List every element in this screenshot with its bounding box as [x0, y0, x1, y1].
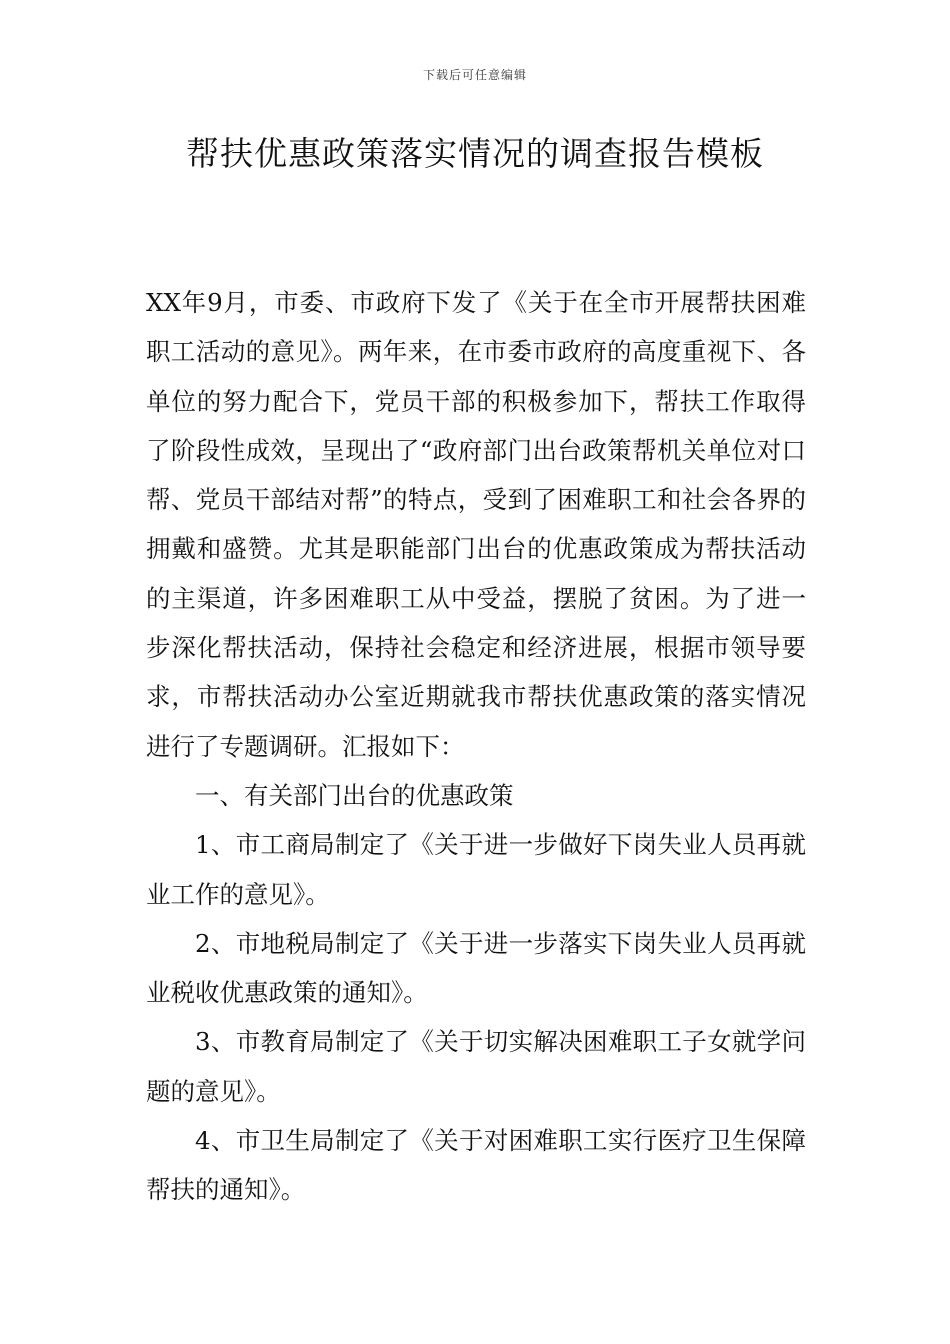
document-body	[146, 278, 806, 1215]
intro-paragraph: XX年9月，市委、市政府下发了《关于在全市开展帮扶困难职工活动的意见》。两年来，在市委市政府的高度重视下、各单位的努力配合下，党员干部的积极参加下，帮扶工作取得了阶段性成效，呈现出了“政府部门出台政策帮机关单位对口帮、党员干部结对帮”的特点，受到了困难职工和社会各界的拥戴和盛赞。尤其是职能部门出台的优惠政策成为帮扶活动的主渠道，许多困难职工从中受益，摆脱了贫困。为了进一步深化帮扶活动，保持社会稳定和经济进展，根据市领导要求，市帮扶活动办公室近期就我市帮扶优惠政策的落实情况进行了专题调研。汇报如下：	[146, 288, 806, 761]
policy-item-2: 2、市地税局制定了《关于进一步落实下岗失业人员再就业税收优惠政策的通知》。	[146, 928, 806, 1008]
document-title: 帮扶优惠政策落实情况的调查报告模板	[186, 134, 764, 173]
policy-item-1: 1、市工商局制定了《关于进一步做好下岗失业人员再就业工作的意见》。	[146, 830, 806, 909]
policy-item-3: 3、市教育局制定了《关于切实解决困难职工子女就学问题的意见》。	[146, 1027, 806, 1106]
section-heading: 一、有关部门出台的优惠政策	[195, 780, 514, 810]
header-note: 下载后可任意编辑	[422, 68, 527, 82]
policy-item-4: 4、市卫生局制定了《关于对困难职工实行医疗卫生保障帮扶的通知》。	[146, 1126, 806, 1205]
